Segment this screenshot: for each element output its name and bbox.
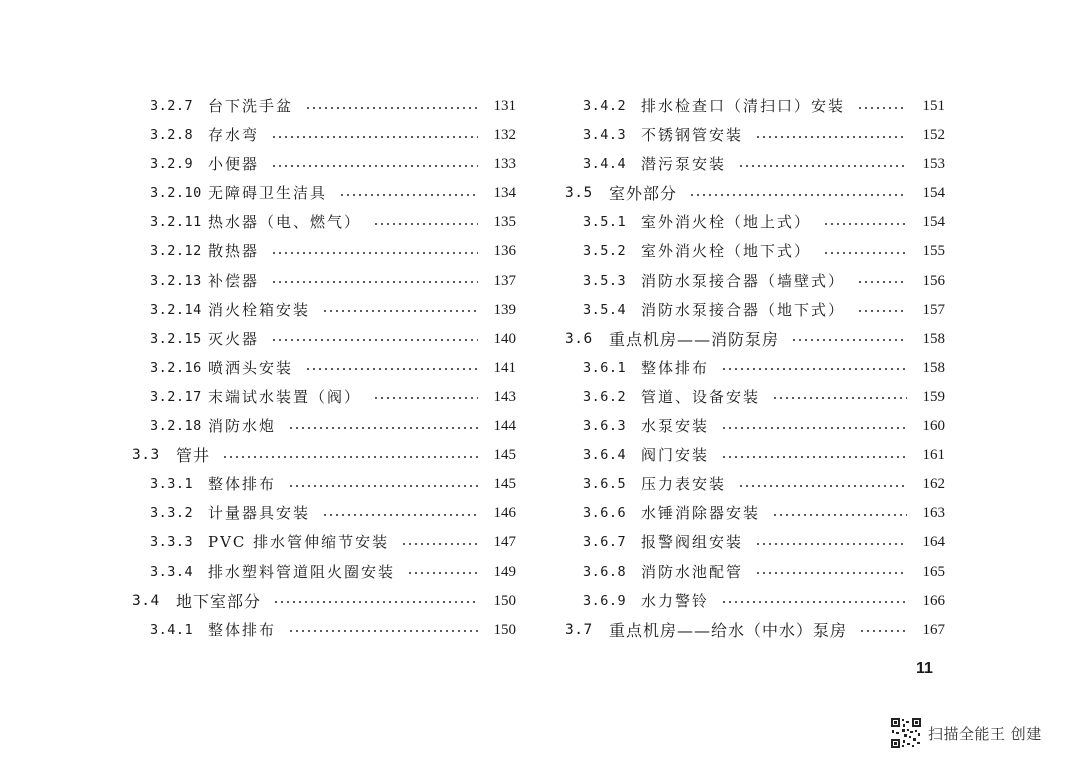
toc-entry-number: 3.3.2 xyxy=(150,505,194,522)
toc-subsection-entry[interactable] xyxy=(563,267,945,296)
toc-entry-page: 165 xyxy=(922,563,945,580)
toc-entry-number: 3.2.15 xyxy=(150,330,202,347)
toc-subsection-entry[interactable] xyxy=(130,412,516,441)
qr-code-icon xyxy=(890,717,922,749)
toc-entry-title: 排水塑料管道阻火圈安装 xyxy=(208,562,396,581)
toc-entry-title: 喷洒头安装 xyxy=(208,358,294,377)
dot-leader xyxy=(322,514,478,516)
dot-leader xyxy=(407,572,478,574)
toc-column-left xyxy=(130,92,516,645)
toc-entry-number: 3.2.13 xyxy=(150,272,202,289)
toc-entry-number: 3.5.4 xyxy=(583,301,627,318)
toc-entry-number: 3.4.2 xyxy=(583,98,627,114)
toc-entry-title: 重点机房——消防泵房 xyxy=(609,329,780,349)
toc-entry-title: 无障碍卫生洁具 xyxy=(208,184,328,203)
toc-entry-title: 水锤消除器安装 xyxy=(641,504,761,523)
toc-entry-page: 154 xyxy=(922,214,945,231)
toc-entry-number: 3.2.11 xyxy=(150,214,202,231)
toc-entry-number: 3.2.7 xyxy=(150,98,194,114)
dot-leader xyxy=(373,397,478,399)
toc-subsection-entry[interactable] xyxy=(563,208,945,237)
dot-leader xyxy=(271,165,478,167)
toc-subsection-entry[interactable] xyxy=(563,470,945,499)
toc-entry-page: 137 xyxy=(493,272,516,289)
toc-entry-number: 3.2.8 xyxy=(150,127,194,144)
toc-subsection-entry[interactable] xyxy=(563,92,945,121)
toc-entry-number: 3.6.9 xyxy=(583,592,627,609)
toc-entry-number: 3.2.10 xyxy=(150,185,202,202)
toc-entry-title: 整体排布 xyxy=(208,620,277,639)
toc-subsection-entry[interactable] xyxy=(563,441,945,470)
toc-entry-number: 3.3.4 xyxy=(150,563,194,580)
dot-leader xyxy=(738,165,907,167)
toc-entry-title: 水泵安装 xyxy=(641,417,710,436)
toc-subsection-entry[interactable] xyxy=(130,179,516,208)
dot-leader xyxy=(222,456,478,458)
toc-section-entry[interactable] xyxy=(130,441,516,470)
watermark-text: 扫描全能王 创建 xyxy=(928,724,1042,743)
toc-section-entry[interactable] xyxy=(563,616,945,645)
toc-entry-number: 3.6 xyxy=(565,330,593,347)
toc-entry-title: 末端试水装置（阀） xyxy=(208,387,362,406)
dot-leader xyxy=(791,339,907,341)
toc-entry-title: 台下洗手盆 xyxy=(208,97,294,115)
toc-entry-title: 室外消火栓（地下式） xyxy=(641,242,812,261)
toc-entry-page: 145 xyxy=(493,447,516,464)
dot-leader xyxy=(305,107,478,109)
toc-entry-number: 3.6.4 xyxy=(583,447,627,464)
toc-entry-title: 消防水池配管 xyxy=(641,562,744,581)
toc-entry-page: 161 xyxy=(922,447,945,464)
toc-entry-page: 135 xyxy=(493,214,516,231)
toc-entry-title: 消防水炮 xyxy=(208,417,277,436)
toc-entry-title: 不锈钢管安装 xyxy=(641,126,744,145)
toc-entry-number: 3.4 xyxy=(132,592,160,609)
toc-subsection-entry[interactable] xyxy=(563,558,945,587)
toc-entry-page: 150 xyxy=(493,592,516,609)
toc-entry-number: 3.6.1 xyxy=(583,359,627,376)
toc-entry-page: 166 xyxy=(922,592,945,609)
toc-section-entry[interactable] xyxy=(130,587,516,616)
toc-entry-page: 147 xyxy=(493,534,516,551)
dot-leader xyxy=(738,485,907,487)
toc-entry-title: 室外部分 xyxy=(609,184,678,204)
toc-entry-page: 157 xyxy=(922,301,945,318)
toc-subsection-entry[interactable] xyxy=(130,558,516,587)
toc-entry-page: 131 xyxy=(493,98,516,114)
dot-leader xyxy=(755,136,907,138)
toc-subsection-entry[interactable] xyxy=(563,412,945,441)
toc-subsection-entry[interactable] xyxy=(130,499,516,528)
dot-leader xyxy=(857,310,907,312)
toc-entry-title: 整体排布 xyxy=(208,475,277,494)
toc-entry-number: 3.3 xyxy=(132,447,160,464)
page-number: 11 xyxy=(916,660,933,677)
toc-entry-number: 3.6.5 xyxy=(583,476,627,493)
toc-entry-page: 152 xyxy=(922,127,945,144)
toc-entry-title: 重点机房——给水（中水）泵房 xyxy=(609,620,848,640)
toc-entry-page: 167 xyxy=(922,621,945,638)
toc-entry-title: 散热器 xyxy=(208,242,260,261)
toc-entry-number: 3.5 xyxy=(565,185,593,202)
dot-leader xyxy=(721,456,907,458)
toc-subsection-entry[interactable] xyxy=(563,121,945,150)
toc-entry-page: 133 xyxy=(493,156,516,173)
toc-entry-number: 3.4.4 xyxy=(583,156,627,173)
toc-entry-title: 室外消火栓（地上式） xyxy=(641,213,812,232)
toc-entry-title: 潜污泵安装 xyxy=(641,155,727,174)
toc-entry-page: 164 xyxy=(922,534,945,551)
dot-leader xyxy=(772,514,907,516)
toc-subsection-entry[interactable] xyxy=(130,296,516,325)
toc-entry-number: 3.4.1 xyxy=(150,621,194,638)
toc-entry-title: 管井 xyxy=(176,446,211,466)
toc-subsection-entry[interactable] xyxy=(130,616,516,645)
toc-entry-page: 139 xyxy=(493,301,516,318)
toc-entry-number: 3.6.7 xyxy=(583,534,627,551)
toc-entry-title: 排水检查口（清扫口）安装 xyxy=(641,97,846,115)
toc-subsection-entry[interactable] xyxy=(563,528,945,557)
dot-leader xyxy=(271,252,478,254)
toc-subsection-entry[interactable] xyxy=(130,121,516,150)
dot-leader xyxy=(823,223,907,225)
toc-entry-number: 3.2.18 xyxy=(150,418,202,435)
scanner-watermark xyxy=(890,717,1042,749)
toc-entry-number: 3.4.3 xyxy=(583,127,627,144)
toc-entry-page: 158 xyxy=(922,330,945,347)
toc-section-entry[interactable] xyxy=(563,325,945,354)
toc-subsection-entry[interactable] xyxy=(563,383,945,412)
toc-entry-page: 132 xyxy=(493,127,516,144)
toc-entry-title: 计量器具安装 xyxy=(208,504,311,523)
toc-entry-page: 145 xyxy=(493,476,516,493)
toc-entry-title: 报警阀组安装 xyxy=(641,533,744,552)
dot-leader xyxy=(271,339,478,341)
toc-entry-number: 3.3.1 xyxy=(150,476,194,493)
toc-subsection-entry[interactable] xyxy=(130,208,516,237)
toc-subsection-entry[interactable] xyxy=(130,470,516,499)
toc-entry-title: 地下室部分 xyxy=(176,591,262,611)
toc-entry-page: 146 xyxy=(493,505,516,522)
toc-subsection-entry[interactable] xyxy=(130,150,516,179)
toc-subsection-entry[interactable] xyxy=(130,325,516,354)
toc-subsection-entry[interactable] xyxy=(130,354,516,383)
dot-leader xyxy=(288,630,478,632)
toc-entry-page: 155 xyxy=(922,243,945,260)
toc-entry-page: 140 xyxy=(493,330,516,347)
toc-subsection-entry[interactable] xyxy=(130,92,516,121)
toc-subsection-entry[interactable] xyxy=(130,237,516,266)
toc-entry-page: 156 xyxy=(922,272,945,289)
toc-entry-title: 整体排布 xyxy=(641,358,710,377)
toc-entry-number: 3.2.17 xyxy=(150,388,202,405)
toc-entry-number: 3.5.3 xyxy=(583,272,627,289)
dot-leader xyxy=(373,223,478,225)
dot-leader xyxy=(271,281,478,283)
toc-entry-number: 3.7 xyxy=(565,621,593,638)
dot-leader xyxy=(271,136,478,138)
toc-entry-page: 162 xyxy=(922,476,945,493)
toc-entry-number: 3.6.2 xyxy=(583,388,627,405)
dot-leader xyxy=(755,572,907,574)
toc-entry-page: 153 xyxy=(922,156,945,173)
toc-entry-title: 热水器（电、燃气） xyxy=(208,213,362,232)
toc-entry-number: 3.2.12 xyxy=(150,243,202,260)
toc-entry-title: 消防水泵接合器（墙壁式） xyxy=(641,271,846,290)
toc-entry-title: 小便器 xyxy=(208,155,260,174)
toc-entry-page: 144 xyxy=(493,418,516,435)
toc-entry-number: 3.6.6 xyxy=(583,505,627,522)
dot-leader xyxy=(689,194,907,196)
dot-leader xyxy=(721,601,907,603)
toc-entry-page: 158 xyxy=(922,359,945,376)
toc-subsection-entry[interactable] xyxy=(130,383,516,412)
toc-column-right xyxy=(563,92,945,645)
toc-entry-number: 3.6.8 xyxy=(583,563,627,580)
toc-entry-number: 3.6.3 xyxy=(583,418,627,435)
dot-leader xyxy=(823,252,907,254)
toc-subsection-entry[interactable] xyxy=(563,296,945,325)
toc-entry-page: 136 xyxy=(493,243,516,260)
dot-leader xyxy=(273,601,478,603)
toc-entry-title: 压力表安装 xyxy=(641,475,727,494)
dot-leader xyxy=(401,543,478,545)
toc-subsection-entry[interactable] xyxy=(563,150,945,179)
dot-leader xyxy=(857,281,907,283)
dot-leader xyxy=(322,310,478,312)
toc-entry-title: 补偿器 xyxy=(208,271,260,290)
toc-entry-page: 141 xyxy=(493,359,516,376)
toc-entry-page: 159 xyxy=(922,388,945,405)
toc-subsection-entry[interactable] xyxy=(563,354,945,383)
toc-entry-number: 3.2.16 xyxy=(150,359,202,376)
toc-entry-title: 消防水泵接合器（地下式） xyxy=(641,300,846,319)
toc-entry-number: 3.5.1 xyxy=(583,214,627,231)
toc-entry-number: 3.3.3 xyxy=(150,534,194,551)
dot-leader xyxy=(772,397,907,399)
dot-leader xyxy=(857,107,907,109)
toc-entry-title: 存水弯 xyxy=(208,126,260,145)
toc-subsection-entry[interactable] xyxy=(130,528,516,557)
toc-entry-page: 134 xyxy=(493,185,516,202)
toc-entry-title: 灭火器 xyxy=(208,329,260,348)
dot-leader xyxy=(288,485,478,487)
toc-entry-page: 150 xyxy=(493,621,516,638)
toc-entry-number: 3.5.2 xyxy=(583,243,627,260)
toc-entry-number: 3.2.14 xyxy=(150,301,202,318)
toc-entry-title: 消火栓箱安装 xyxy=(208,300,311,319)
dot-leader xyxy=(721,427,907,429)
toc-entry-page: 163 xyxy=(922,505,945,522)
dot-leader xyxy=(288,427,478,429)
dot-leader xyxy=(305,368,478,370)
toc-entry-page: 154 xyxy=(922,185,945,202)
dot-leader xyxy=(339,194,478,196)
dot-leader xyxy=(859,630,907,632)
toc-entry-title: 阀门安装 xyxy=(641,446,710,465)
toc-section-entry[interactable] xyxy=(563,179,945,208)
toc-entry-title: PVC 排水管伸缩节安装 xyxy=(208,533,390,552)
toc-entry-title: 管道、设备安装 xyxy=(641,387,761,406)
toc-entry-number: 3.2.9 xyxy=(150,156,194,173)
toc-entry-page: 151 xyxy=(922,98,945,114)
toc-entry-page: 160 xyxy=(922,418,945,435)
toc-subsection-entry[interactable] xyxy=(563,499,945,528)
toc-entry-page: 149 xyxy=(493,563,516,580)
toc-subsection-entry[interactable] xyxy=(563,587,945,616)
toc-entry-title: 水力警铃 xyxy=(641,591,710,610)
toc-subsection-entry[interactable] xyxy=(563,237,945,266)
toc-entry-page: 143 xyxy=(493,388,516,405)
toc-subsection-entry[interactable] xyxy=(130,267,516,296)
dot-leader xyxy=(721,368,907,370)
dot-leader xyxy=(755,543,907,545)
